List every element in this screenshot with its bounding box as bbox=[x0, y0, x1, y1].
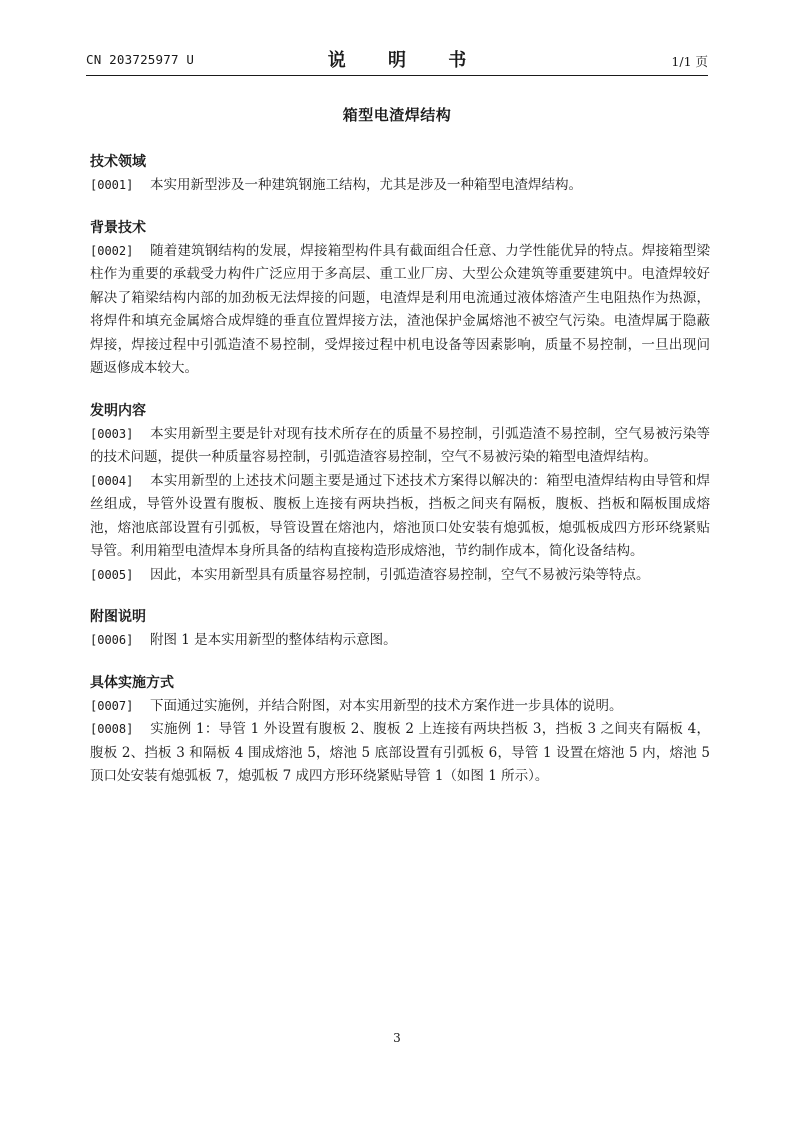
paragraph bbox=[90, 240, 710, 381]
paragraph-text: 附图 1 是本实用新型的整体结构示意图。 bbox=[150, 632, 397, 648]
paragraph-text: 本实用新型的上述技术问题主要是通过下述技术方案得以解决的：箱型电渣焊结构由导管和焊丝组成，导管外设置有腹板、腹板上连接有两块挡板，挡板之间夹有隔板，腹板、挡板和隔板围成熔池，熔池底部设置有引弧板，导管设置在熔池内，熔池顶口处安装有熄弧板，熄弧板成四方形环绕紧贴导管。利用箱型电渣焊本身所具备的结构直接构造形成熔池，节约制作成本，简化设备结构。 bbox=[90, 472, 710, 559]
paragraph bbox=[90, 470, 710, 564]
section-heading: 具体实施方式 bbox=[90, 674, 174, 691]
paragraph bbox=[90, 174, 710, 198]
paragraph-number: [0001] bbox=[90, 178, 134, 192]
section-heading: 发明内容 bbox=[90, 402, 146, 419]
section-heading: 技术领域 bbox=[90, 154, 146, 170]
section-invention-content bbox=[90, 399, 710, 588]
paragraph-number: [0005] bbox=[90, 567, 134, 582]
paragraph-number: [0006] bbox=[90, 633, 134, 647]
page-info: 1/1 页 bbox=[671, 54, 708, 69]
paragraph-number: [0003] bbox=[90, 426, 134, 441]
section-technical-field bbox=[90, 150, 710, 198]
paragraph-number: [0007] bbox=[90, 698, 134, 713]
document-title: 箱型电渣焊结构 bbox=[342, 106, 452, 124]
paragraph bbox=[90, 718, 710, 789]
paragraph-text: 随着建筑钢结构的发展，焊接箱型构件具有截面组合任意、力学性能优异的特点。焊接箱型梁柱作为重要的承载受力构件广泛应用于多高层、重工业厂房、大型公众建筑等重要建筑中。电渣焊较好解决了箱梁结构内部的加劲板无法焊接的问题，电渣焊是利用电流通过液体熔渣产生电阻热作为热源，将焊件和填充金属熔合成焊缝的垂直位置焊接方法，渣池保护金属熔池不被空气污染。电渣焊属于隐蔽焊接，焊接过程中引弧造渣不易控制，受焊接过程中机电设备等因素影响，质量不易控制，一旦出现问题返修成本较大。 bbox=[90, 242, 710, 376]
document-type: 说 明 书 bbox=[327, 50, 485, 71]
section-heading: 附图说明 bbox=[90, 609, 146, 625]
paragraph-number: [0008] bbox=[90, 722, 134, 736]
paragraph-text: 因此，本实用新型具有质量容易控制，引弧造渣容易控制，空气不易被污染等特点。 bbox=[150, 566, 650, 583]
paragraph bbox=[90, 695, 710, 719]
paragraph bbox=[90, 564, 710, 588]
paragraph-text: 实施例 1：导管 1 外设置有腹板 2、腹板 2 上连接有两块挡板 3，挡板 3 之间夹有隔板 4，腹板 2、挡板 3 和隔板 4 围成熔池 5，熔池 5 底部设置有引弧板 6，导管 1 设置在熔池 5 内，熔池 5 顶口处安装有熄弧板 7，熄弧板 7 成四方形环绕紧贴导管 1（如图 1 所示）。 bbox=[90, 721, 710, 784]
document-body bbox=[90, 150, 710, 789]
section-drawings bbox=[90, 605, 710, 653]
section-embodiment bbox=[90, 671, 710, 789]
paragraph bbox=[90, 629, 710, 653]
paragraph-text: 本实用新型涉及一种建筑钢施工结构，尤其是涉及一种箱型电渣焊结构。 bbox=[150, 177, 582, 193]
paragraph bbox=[90, 423, 710, 470]
page-header bbox=[86, 48, 708, 74]
header-divider bbox=[86, 75, 708, 76]
paragraph-number: [0004] bbox=[90, 473, 134, 488]
paragraph-text: 本实用新型主要是针对现有技术所存在的质量不易控制，引弧造渣不易控制，空气易被污染等的技术问题，提供一种质量容易控制，引弧造渣容易控制，空气不易被污染的箱型电渣焊结构。 bbox=[90, 425, 710, 465]
section-background bbox=[90, 216, 710, 381]
page-number: 3 bbox=[393, 1031, 401, 1045]
paragraph-text: 下面通过实施例，并结合附图，对本实用新型的技术方案作进一步具体的说明。 bbox=[150, 697, 623, 714]
publication-number: CN 203725977 U bbox=[86, 52, 195, 67]
paragraph-number: [0002] bbox=[90, 243, 134, 258]
section-heading: 背景技术 bbox=[90, 219, 146, 236]
